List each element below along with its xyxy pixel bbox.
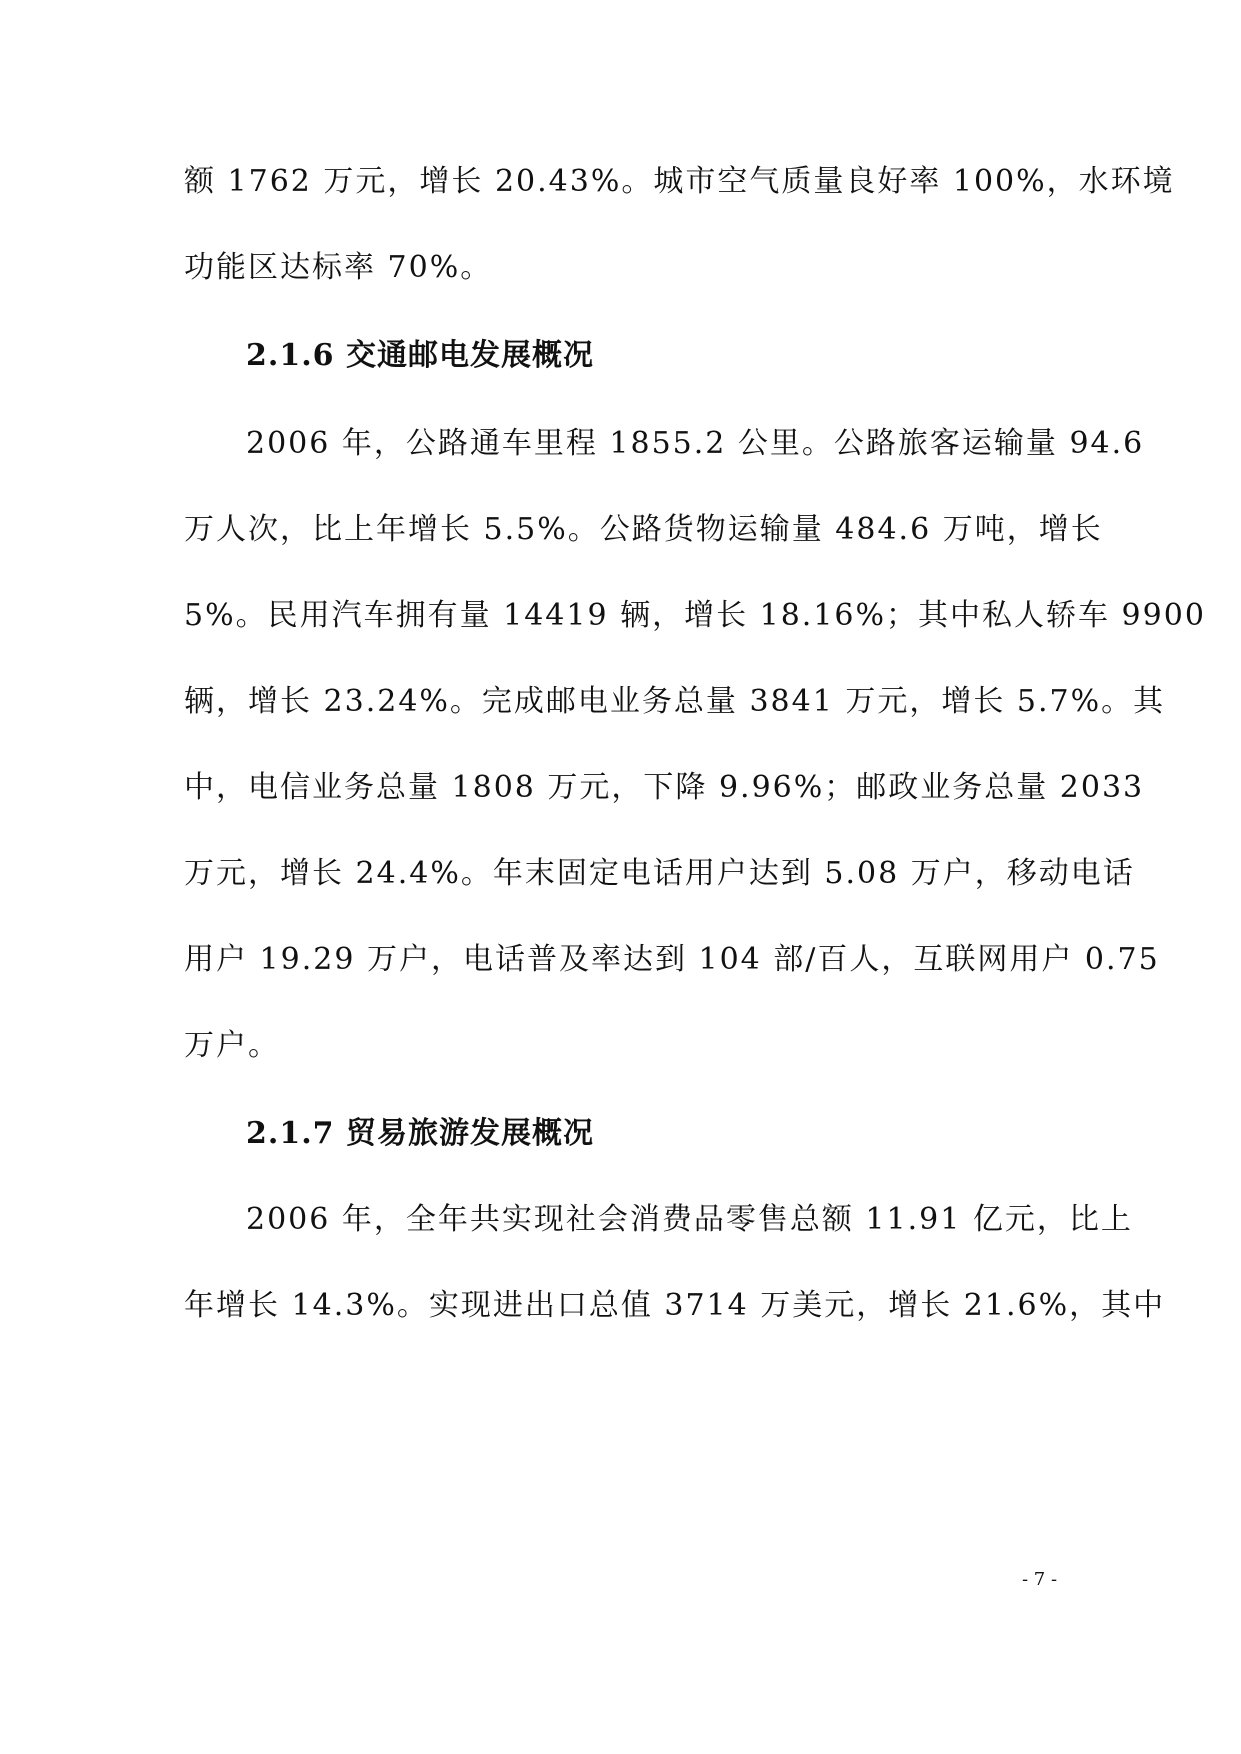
paragraph-1-line-1: 额 1762 万元，增长 20.43%。城市空气质量良好率 100%，水环境 bbox=[184, 164, 1175, 199]
paragraph-2-line-5: 中，电信业务总量 1808 万元，下降 9.96%；邮政业务总量 2033 bbox=[184, 770, 1145, 805]
paragraph-2-line-7: 用户 19.29 万户，电话普及率达到 104 部/百人，互联网用户 0.75 bbox=[184, 942, 1160, 977]
paragraph-1-line-2: 功能区达标率 70%。 bbox=[184, 250, 493, 285]
section-heading-2-1-7: 2.1.7 贸易旅游发展概况 bbox=[246, 1116, 594, 1151]
paragraph-3-line-2: 年增长 14.3%。实现进出口总值 3714 万美元，增长 21.6%，其中 bbox=[184, 1288, 1166, 1323]
paragraph-3-line-1: 2006 年，全年共实现社会消费品零售总额 11.91 亿元，比上 bbox=[246, 1202, 1133, 1237]
paragraph-2-line-1: 2006 年，公路通车里程 1855.2 公里。公路旅客运输量 94.6 bbox=[246, 426, 1145, 461]
paragraph-2-line-6: 万元，增长 24.4%。年末固定电话用户达到 5.08 万户，移动电话 bbox=[184, 856, 1135, 891]
paragraph-2-line-4: 辆，增长 23.24%。完成邮电业务总量 3841 万元，增长 5.7%。其 bbox=[184, 684, 1166, 719]
section-heading-2-1-6: 2.1.6 交通邮电发展概况 bbox=[246, 338, 594, 373]
paragraph-2-line-2: 万人次，比上年增长 5.5%。公路货物运输量 484.6 万吨，增长 bbox=[184, 512, 1103, 547]
page-number: - 7 - bbox=[1022, 1569, 1058, 1590]
paragraph-2-line-8: 万户。 bbox=[184, 1028, 280, 1063]
paragraph-2-line-3: 5%。民用汽车拥有量 14419 辆，增长 18.16%；其中私人轿车 9900 bbox=[184, 598, 1206, 633]
